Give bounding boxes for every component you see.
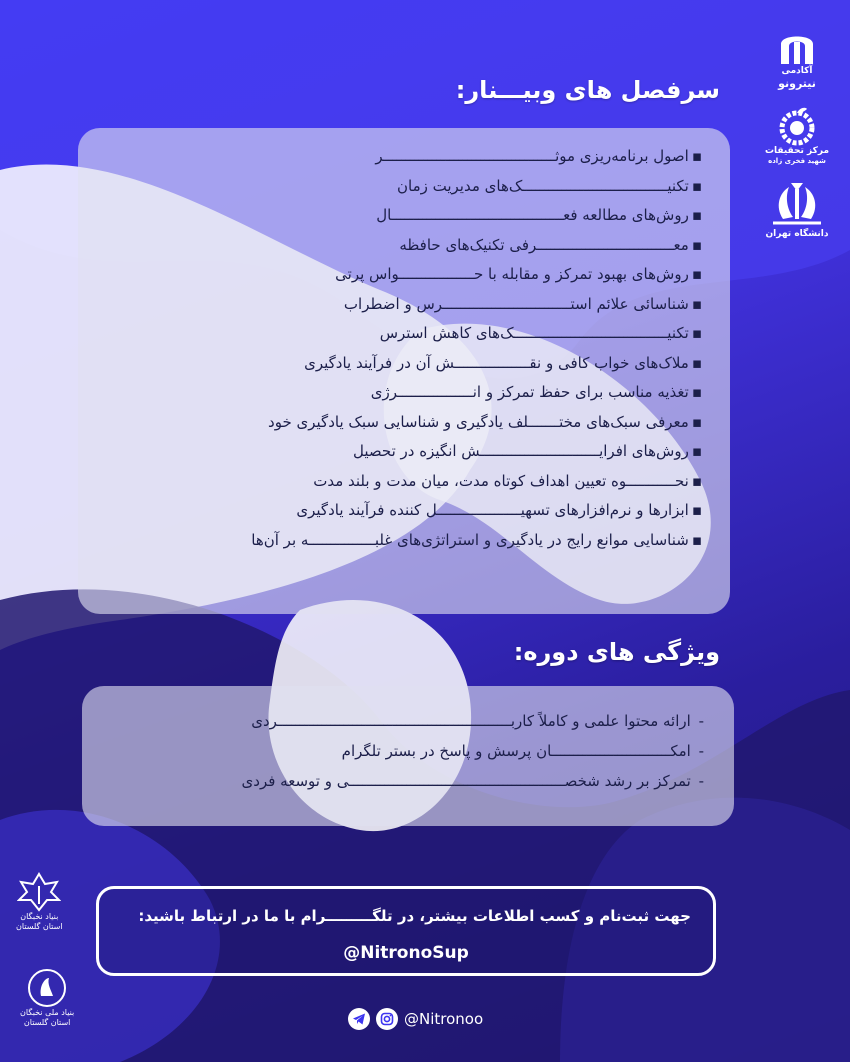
webinar-topics-list [104, 142, 702, 555]
university-emblem-icon [769, 179, 825, 229]
telegram-support-handle[interactable]: @NitronoSup [343, 943, 469, 963]
national-elites-line2: استان گلستان [23, 1017, 71, 1027]
elites-logo-line1: بنیاد نخبگان [20, 912, 59, 921]
leaf-emblem-icon [17, 872, 61, 912]
webinar-title: سرفصل های وبیـــنار: [455, 76, 720, 104]
list-item: ▪ روش‌های بهبود تمرکز و مقابله با حـــــــــــــــــواس پرتی [104, 260, 702, 290]
elites-logo-line2: استان گلستان [16, 921, 63, 931]
list-item: ▪ شناسایی موانع رایج در یادگیری و استراتژی‌های غلبـــــــــــــــه بر آن‌ها [104, 526, 702, 556]
instagram-icon[interactable] [376, 1008, 398, 1030]
contact-text: جهت ثبت‌نام و کسب اطلاعات بیشتر، در تلگـــــــــرام با ما در ارتباط باشید: [138, 907, 691, 925]
academy-logo [762, 28, 832, 90]
list-item: ▪ روش‌های افرایـــــــــــــــــــــــــــش انگیزه در تحصیل [104, 437, 702, 467]
gear-apple-icon [776, 104, 818, 146]
contact-box [96, 886, 716, 976]
list-item: ▪ ابزارها و نرم‌افزارهای تسهیـــــــــــــــــــل کننده فرآیند یادگیری [104, 496, 702, 526]
webinar-panel [78, 128, 730, 614]
features-list [108, 706, 704, 796]
telegram-icon[interactable] [348, 1008, 370, 1030]
list-item: - امکـــــــــــــــــــــــــــان پرسش و پاسخ در بستر تلگرام [108, 736, 704, 766]
features-panel [82, 686, 734, 826]
logo-column [762, 28, 832, 254]
research-logo-line1: مرکز تحقیقات [764, 145, 830, 156]
round-seal-icon [27, 968, 67, 1008]
list-item: - ارائه محتوا علمی و کاملاً کاربـــــــــــــــــــــــــــــــــــــــــــــــــــــردی [108, 706, 704, 736]
list-item: ▪ ملاک‌های خواب کافی و نقـــــــــــــــــش آن در فرآیند یادگیری [104, 349, 702, 379]
features-title: ویژگی های دوره: [513, 638, 720, 666]
list-item: - تمرکز بر رشد شخصـــــــــــــــــــــــــــــــــــــــــــــــــی و توسعه فردی [108, 766, 704, 796]
elites-foundation-logo [16, 872, 63, 931]
list-item: ▪ اصول برنامه‌ریزی موثـــــــــــــــــــــــــــــــــــــــر [104, 142, 702, 172]
list-item: ▪ تکنیـــــــــــــــــــــــــــــــــک‌های مدیریت زمان [104, 172, 702, 202]
national-elites-line1: بنیاد ملی نخبگان [20, 1008, 75, 1017]
list-item: ▪ معرفی سبک‌های مختـــــــلف یادگیری و شناسایی سبک یادگیری خود [104, 408, 702, 438]
list-item: ▪ تغذیه مناسب برای حفظ تمرکز و انـــــــــــــــــرژی [104, 378, 702, 408]
list-item: ▪ تکنیـــــــــــــــــــــــــــــــــــک‌های کاهش استرس [104, 319, 702, 349]
list-item: ▪ معـــــــــــــــــــــــــــــــرفی تکنیک‌های حافظه [104, 231, 702, 261]
list-item: ▪ روش‌های مطالعه فعـــــــــــــــــــــــــــــــــــــــال [104, 201, 702, 231]
academy-logo-line1: آکادمی [781, 66, 813, 76]
list-item: ▪ شناسائی علائم استـــــــــــــــــــــــــــــرس و اضطراب [104, 290, 702, 320]
instagram-handle[interactable]: @Nitronoo [404, 1010, 484, 1028]
research-center-logo [762, 104, 832, 165]
research-logo-line2: شهید فخری زاده [768, 156, 826, 165]
national-elites-logo [20, 968, 74, 1027]
academy-logo-icon [775, 28, 819, 66]
academy-logo-line2: نیترونو [778, 76, 816, 90]
list-item: ▪ نحـــــــــــوه تعیین اهداف کوتاه مدت، میان مدت و بلند مدت [104, 467, 702, 497]
university-name: دانشگاه تهران [765, 229, 829, 240]
university-logo [762, 179, 832, 240]
footer-social [348, 1008, 483, 1030]
